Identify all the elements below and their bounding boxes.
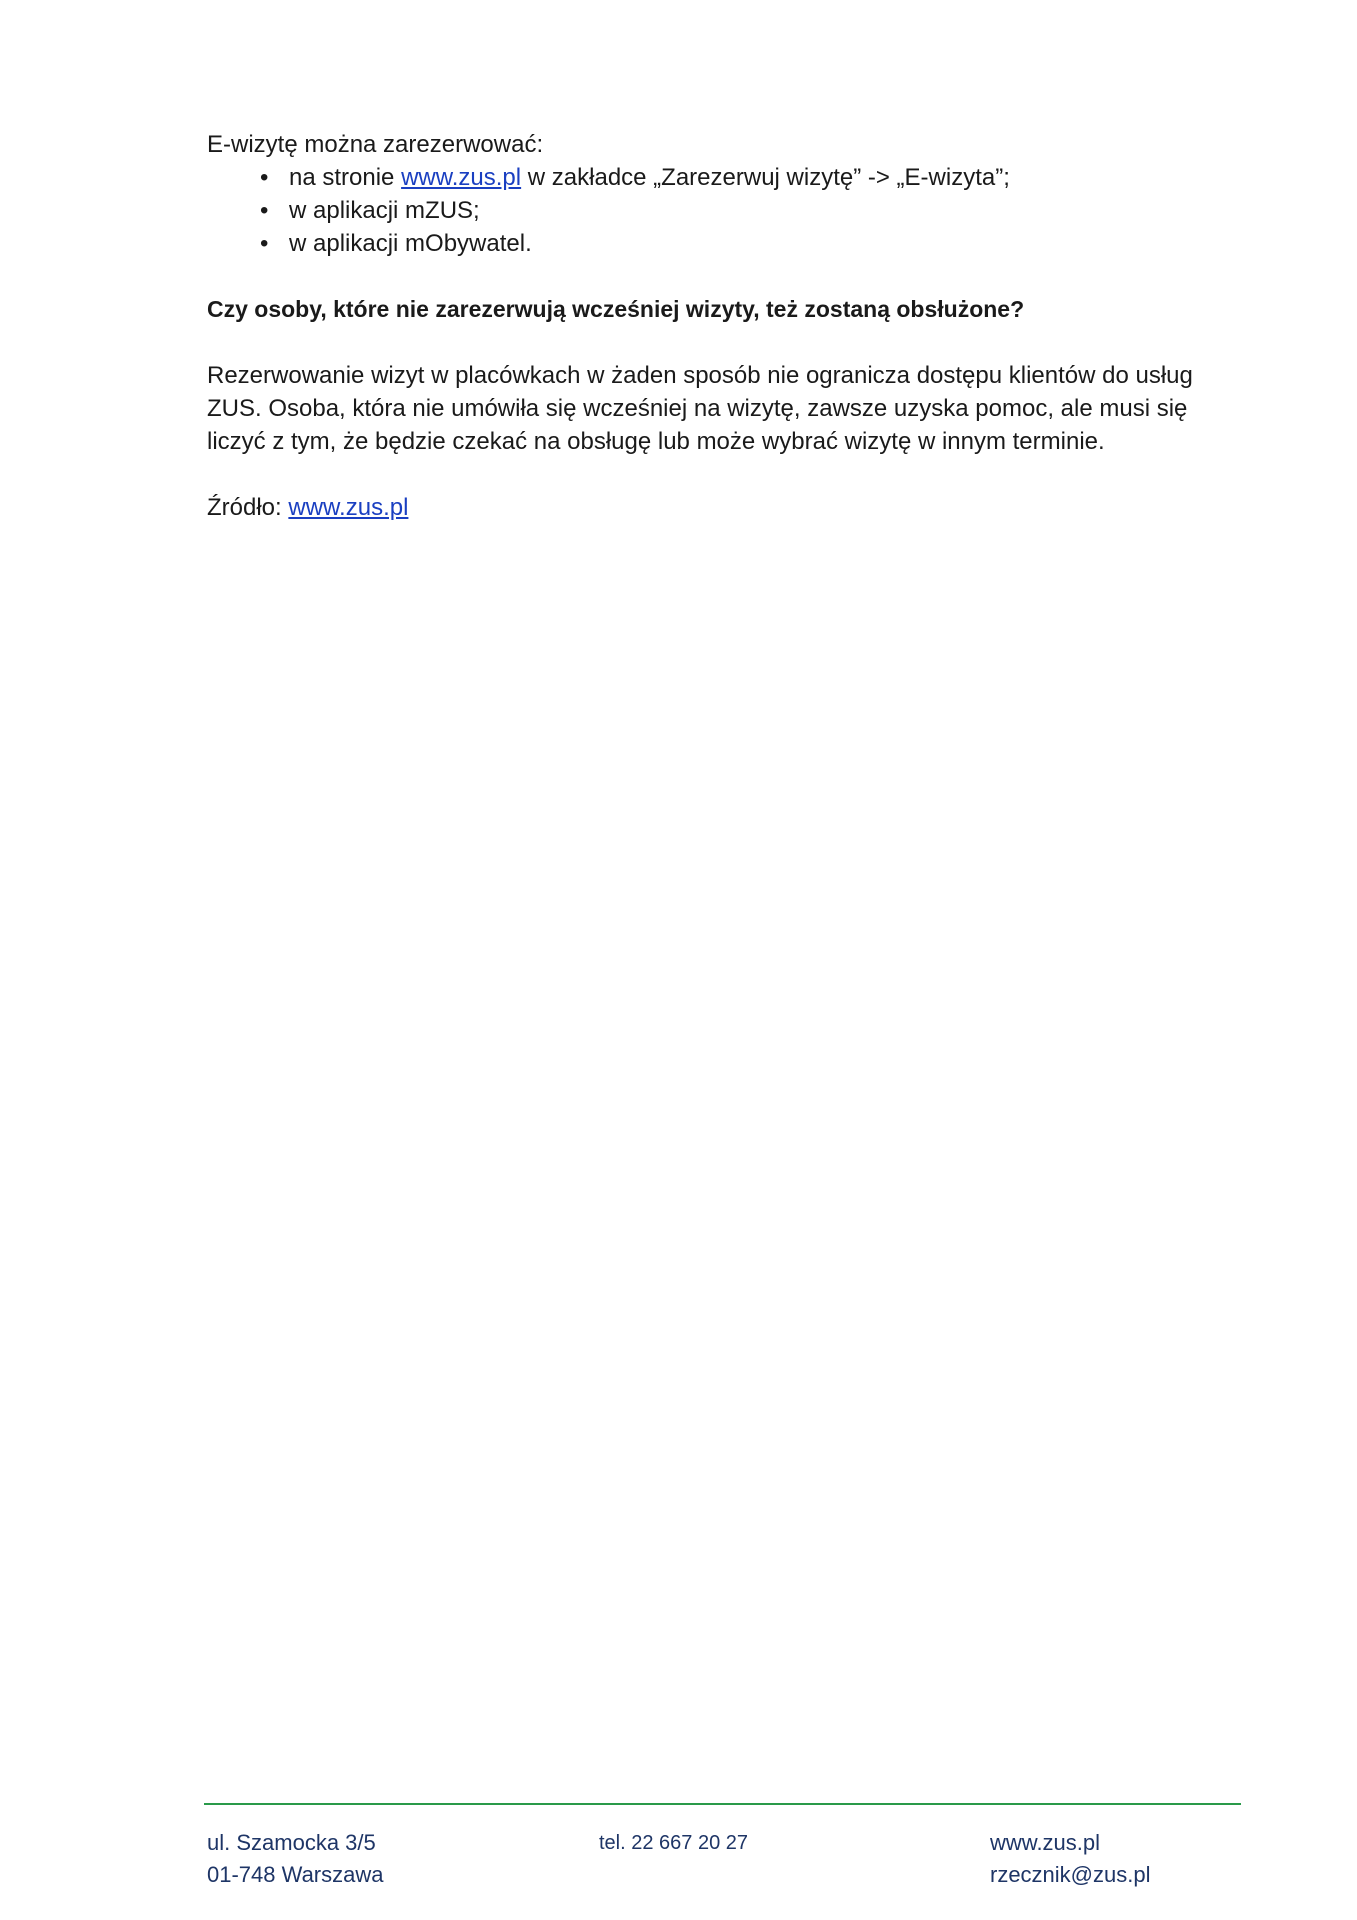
list-item <box>207 194 1197 227</box>
source-link[interactable]: www.zus.pl <box>288 494 409 521</box>
bullet-icon: • <box>260 230 269 257</box>
list-item <box>207 161 1197 194</box>
answer-paragraph: Rezerwowanie wizyt w placówkach w żaden sposób nie ogranicza dostępu klientów do usług ZUS. Osoba, która nie umówiła się wcześniej na wizytę, zawsze uzyska pomoc, ale musi się liczyć z tym, że będzie czekać na obsługę lub może wybrać wizytę w innym terminie. <box>207 362 1193 455</box>
footer-phone <box>599 1827 748 1859</box>
footer-address <box>207 1827 383 1891</box>
bullet-icon: • <box>260 197 269 224</box>
footer-divider <box>204 1803 1241 1805</box>
list-item-text-before: na stronie <box>289 164 402 191</box>
booking-options-list <box>207 161 1197 260</box>
intro-text: E-wizytę można zarezerwować: <box>207 131 544 158</box>
document-body <box>207 128 1197 524</box>
footer-phone-number: tel. 22 667 20 27 <box>599 1832 749 1854</box>
list-item-text: w aplikacji mZUS; <box>289 197 480 224</box>
question-heading: Czy osoby, które nie zarezerwują wcześniej wizyty, też zostaną obsłużone? <box>207 296 1025 322</box>
footer-website[interactable]: www.zus.pl <box>990 1830 1101 1855</box>
footer-street: ul. Szamocka 3/5 <box>207 1830 376 1855</box>
list-item-text: w aplikacji mObywatel. <box>289 230 532 257</box>
source-line <box>207 491 1197 524</box>
footer-postcode-city: 01-748 Warszawa <box>207 1862 384 1887</box>
footer-email[interactable]: rzecznik@zus.pl <box>990 1862 1151 1887</box>
zus-website-link[interactable]: www.zus.pl <box>401 164 522 191</box>
list-item <box>207 227 1197 260</box>
list-item-text-after: w zakładce „Zarezerwuj wizytę” -> „E-wizyta”; <box>521 164 1010 191</box>
bullet-icon: • <box>260 164 269 191</box>
source-label: Źródło: <box>207 494 289 521</box>
footer-contact <box>990 1827 1151 1891</box>
